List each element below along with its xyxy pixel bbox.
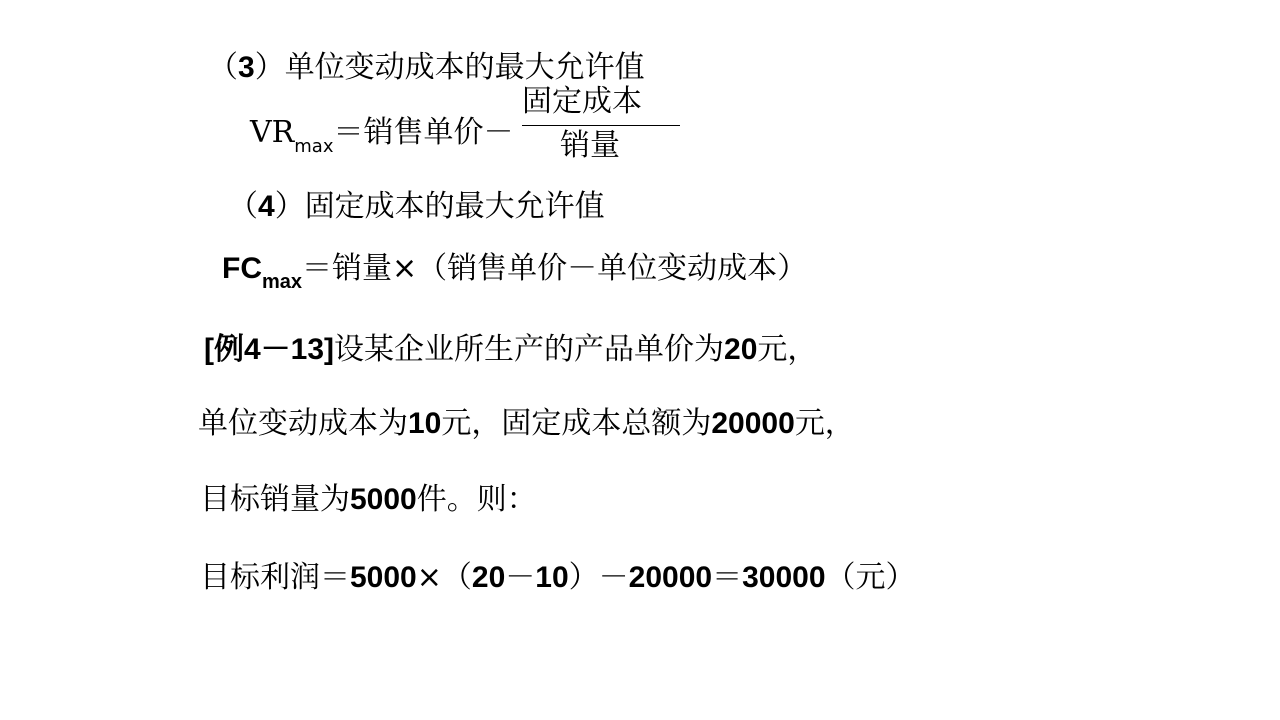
example-line1-text: 设某企业所生产的产品单价为 xyxy=(334,332,725,367)
example-line1-suffix: 元， xyxy=(757,332,818,367)
example-line4-volume: 5000 xyxy=(350,561,417,594)
example-line2-text-b: 元，固定成本总额为 xyxy=(441,406,712,441)
example-line4-fixed-cost: 20000 xyxy=(628,561,713,594)
item4-heading xyxy=(228,189,605,225)
example-line2-text-a: 单位变动成本为 xyxy=(198,406,408,441)
formula-vr xyxy=(250,115,513,155)
example-line4-equals: ＝ xyxy=(712,560,743,595)
example-line-4 xyxy=(200,560,916,596)
item4-open-paren: （ xyxy=(228,189,258,224)
formula-fc-lhs: FC xyxy=(222,252,262,285)
formula-vr-subscript: max xyxy=(294,136,334,157)
item3-heading xyxy=(208,50,645,86)
item3-number: 3 xyxy=(238,51,255,84)
example-unit-price: 20 xyxy=(724,333,758,366)
item3-close-paren: ） xyxy=(254,50,285,85)
example-line4-minus: － xyxy=(505,560,536,595)
example-line-2 xyxy=(198,406,855,442)
example-line2-suffix: 元， xyxy=(794,406,855,441)
example-label: [例4－13] xyxy=(204,333,335,366)
item3-title: 单位变动成本的最大允许值 xyxy=(284,50,645,85)
example-line4-times: ×（ xyxy=(416,560,472,595)
example-line4-result: 30000 xyxy=(742,561,826,594)
example-line3-text-a: 目标销量为 xyxy=(200,482,350,517)
item4-title: 固定成本的最大允许值 xyxy=(304,189,605,224)
item3-open-paren: （ xyxy=(208,50,238,85)
item4-close-paren: ） xyxy=(274,189,305,224)
example-unit-variable-cost: 10 xyxy=(408,407,442,440)
formula-vr-denominator: 销量 xyxy=(560,128,620,163)
formula-fc xyxy=(222,251,808,293)
example-fixed-cost: 20000 xyxy=(711,407,795,440)
formula-vr-fraction-bar xyxy=(522,125,680,126)
formula-vr-lhs: VR xyxy=(250,115,295,150)
example-target-volume: 5000 xyxy=(350,483,417,516)
formula-fc-subscript: max xyxy=(262,271,303,293)
formula-vr-mid: ＝销售单价－ xyxy=(333,115,514,150)
example-line4-cost: 10 xyxy=(535,561,569,594)
example-line-1 xyxy=(204,332,817,368)
example-line4-label: 目标利润＝ xyxy=(200,560,350,595)
formula-vr-numerator: 固定成本 xyxy=(522,84,642,119)
item4-number: 4 xyxy=(258,190,275,223)
example-line4-close-minus: ）－ xyxy=(568,560,629,595)
example-line4-price: 20 xyxy=(471,561,506,594)
example-line4-unit: （元） xyxy=(825,560,916,595)
formula-fc-rhs: ＝销量×（销售单价－单位变动成本） xyxy=(302,251,808,286)
example-line-3 xyxy=(200,482,537,518)
example-line3-suffix: 件。则： xyxy=(416,482,537,517)
